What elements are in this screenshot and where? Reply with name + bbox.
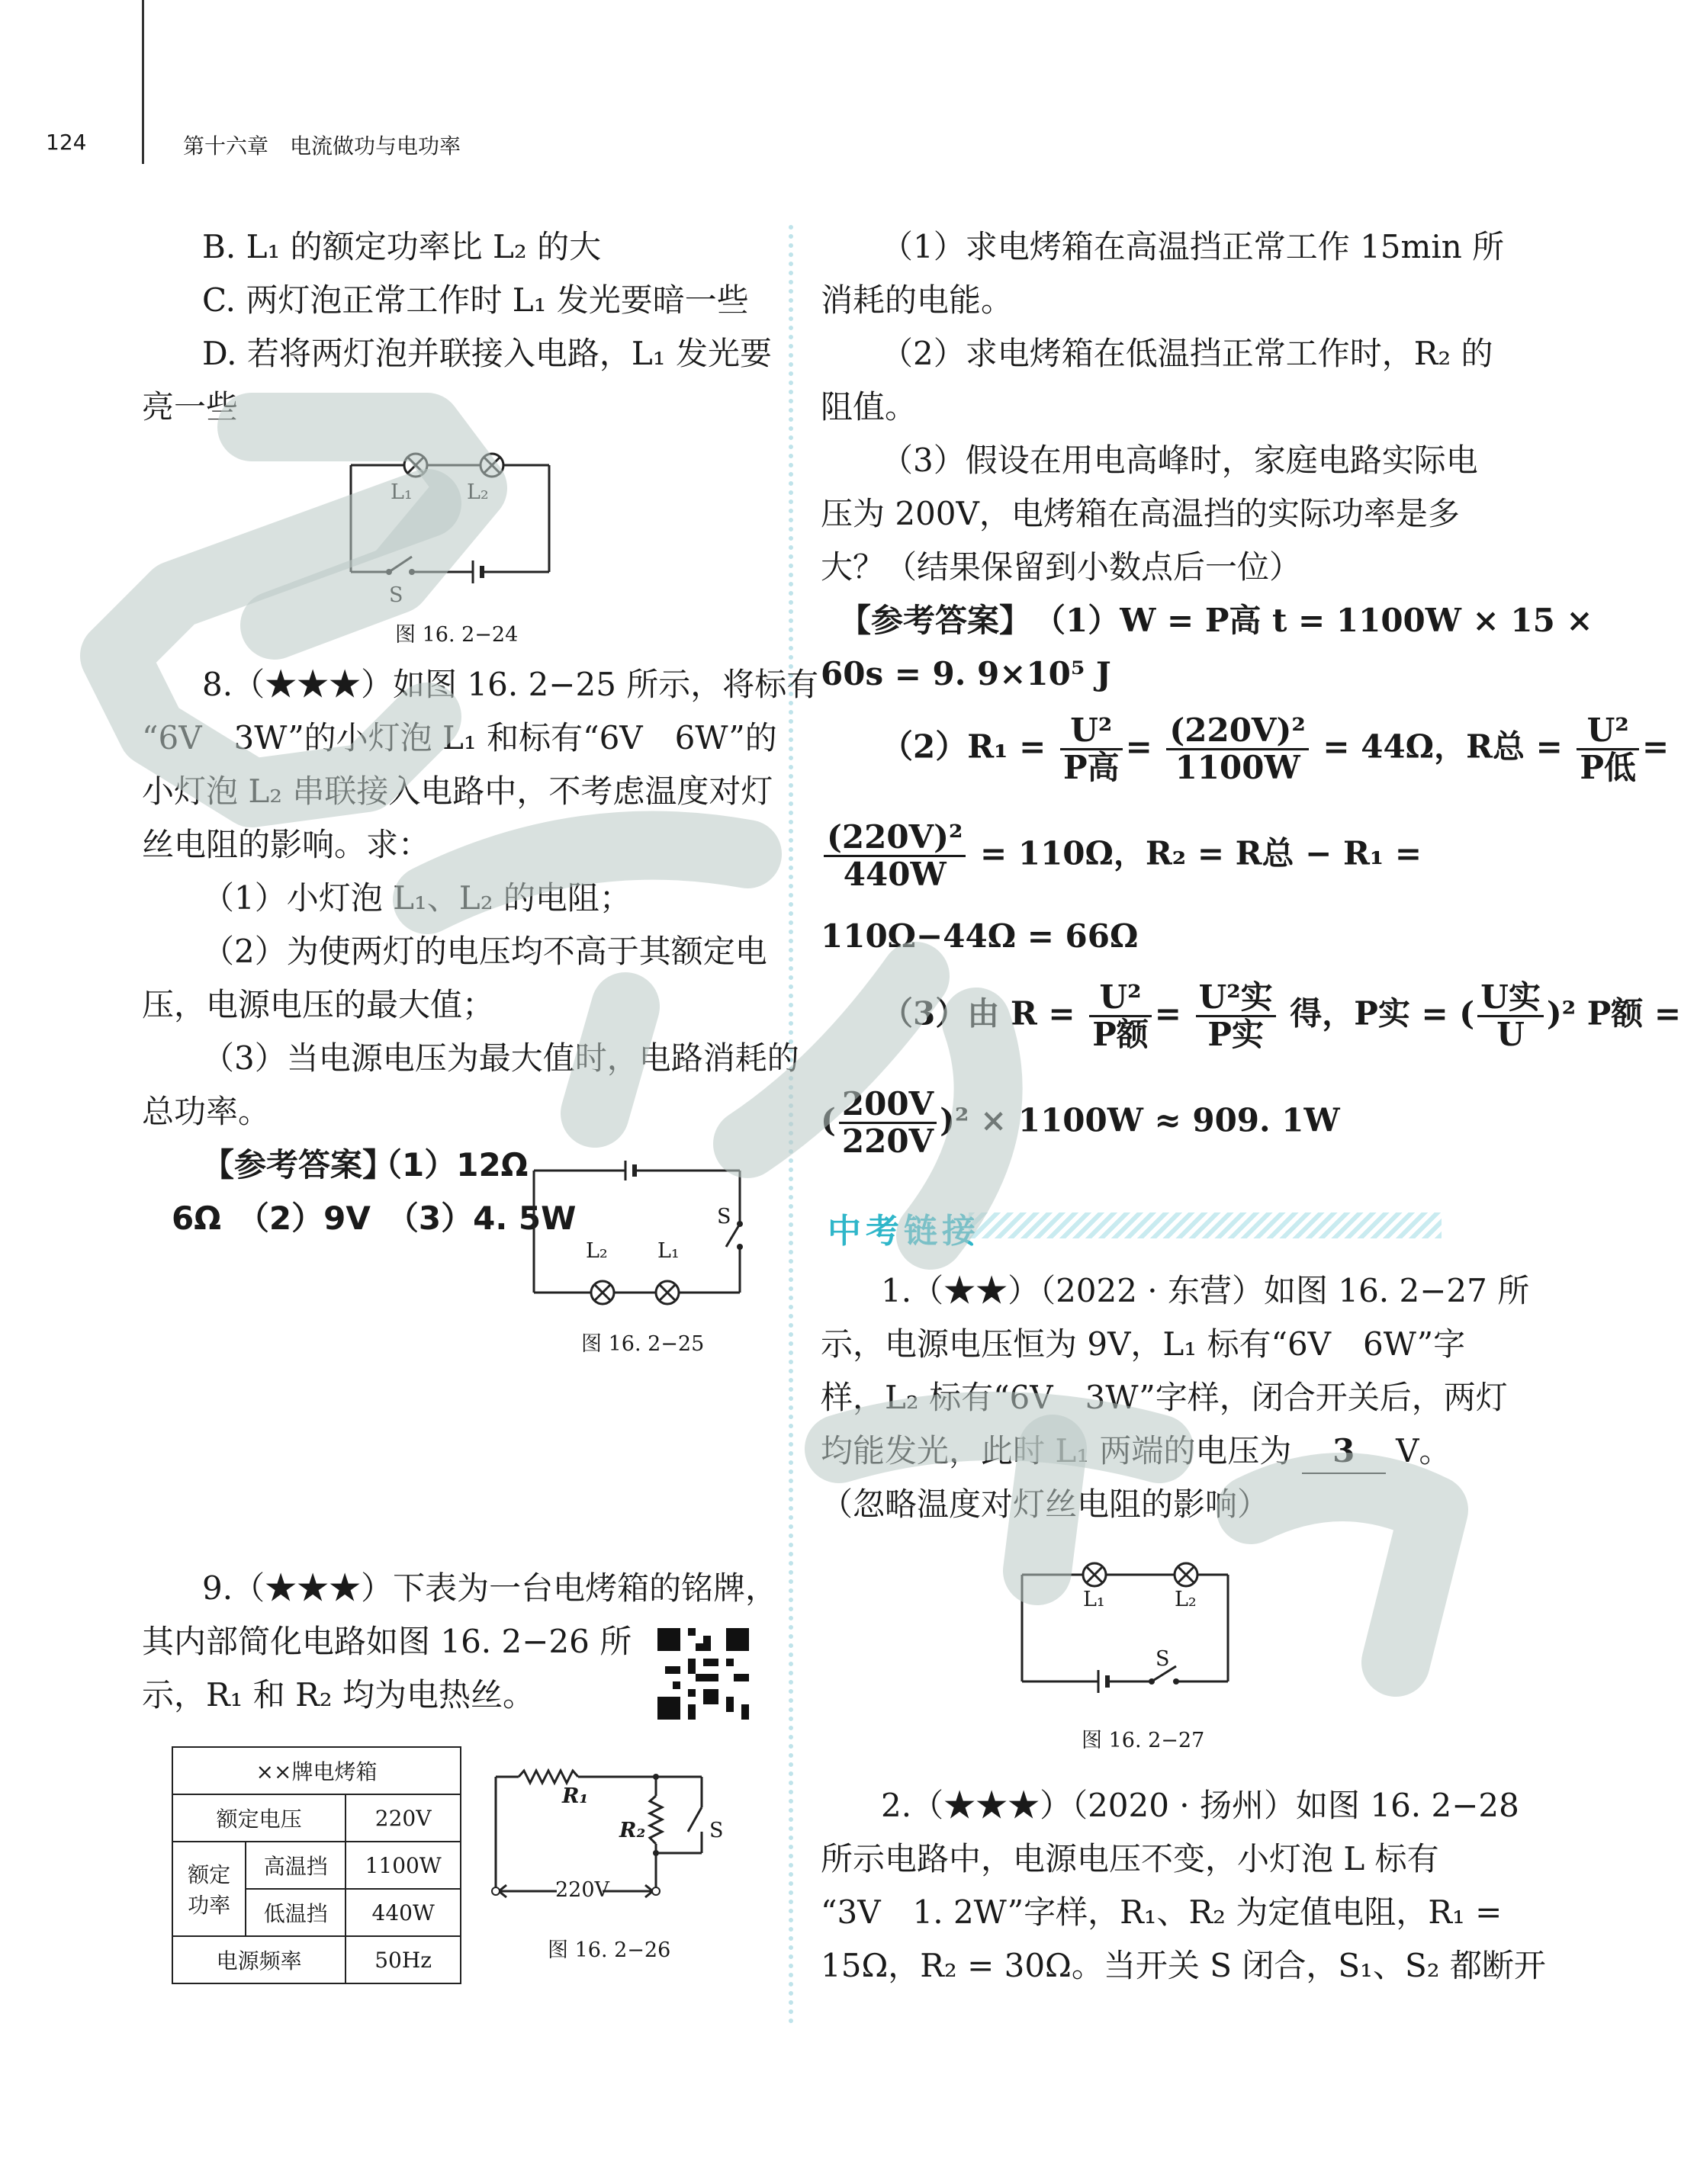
option-b: B. L₁ 的额定功率比 L₂ 的大 xyxy=(202,228,602,265)
fig27-caption: 图 16. 2−27 xyxy=(1082,1729,1205,1752)
low-label: 低温挡 xyxy=(246,1889,346,1936)
section-title: 中考链接 xyxy=(828,1212,980,1251)
circuit-figure-26 xyxy=(488,1762,732,1914)
answer3-line2: ( $\frac{200V}{220V}$ )² × 1100W ≈ 909. 1W xyxy=(821,1085,1340,1160)
fig26-caption: 图 16. 2−26 xyxy=(548,1938,671,1962)
q9-part2-line1: （2）求电烤箱在低温挡正常工作时，R₂ 的 xyxy=(881,335,1493,372)
q9-answer-label: 【参考答案】 xyxy=(839,602,1032,639)
q8-line1: 8.（★★★）如图 16. 2−25 所示，将标有 xyxy=(202,666,819,703)
q8-line5: （1）小灯泡 L₁、L₂ 的电阻； xyxy=(202,879,632,917)
high-label: 高温挡 xyxy=(246,1842,346,1889)
section-stripe xyxy=(969,1212,1442,1238)
nameplate-table xyxy=(172,1746,461,1984)
z1-line4: 均能发光，此时 L₁ 两端的电压为 3 V。 xyxy=(821,1430,1451,1474)
z2-line1: 2.（★★★）（2020 · 扬州）如图 16. 2−28 xyxy=(881,1787,1519,1824)
q8-line2: “6V 3W”的小灯泡 L₁ 和标有“6V 6W”的 xyxy=(142,719,777,756)
z1-line3: 样，L₂ 标有“6V 3W”字样，闭合开关后，两灯 xyxy=(821,1379,1508,1416)
fig25-l1-label: L₁ xyxy=(657,1239,680,1263)
q8-line6: （2）为使两灯的电压均不高于其额定电 xyxy=(202,933,767,970)
q8-line4: 丝电阻的影响。求： xyxy=(142,826,431,863)
rated-power-label: 额定 功率 xyxy=(172,1842,246,1936)
answer2-line1: （2）R₁ = $\frac{\text{U²}}{\text{P高}}$ = $\frac{\text{(220V)²}}{1100W}$ = 44Ω，R总 = $\frac{\text{U²}}{\text{P低}}$ = xyxy=(881,711,1670,786)
q8-line3: 小灯泡 L₂ 串联接入电路中，不考虑温度对灯 xyxy=(142,772,773,810)
q8-answer-2: 6Ω （2）9V （3）4. 5W xyxy=(172,1200,577,1237)
q9-part3-line2: 压为 200V，电烤箱在高温挡的实际功率是多 xyxy=(821,495,1460,532)
q8-line8: （3）当电源电压为最大值时，电路消耗的 xyxy=(202,1039,799,1077)
fig26-voltage-label: 220V xyxy=(555,1878,610,1902)
answer3-line1: （3）由 R = $\frac{\text{U²}}{\text{P额}}$ = $\frac{\text{U²实}}{\text{P实}}$ 得，P实 = ( $\frac{\text{U实}}{U}$ )² P额 = xyxy=(881,978,1681,1053)
fig27-s-label: S xyxy=(1155,1647,1170,1671)
q8-line9: 总功率。 xyxy=(142,1093,271,1130)
freq-label: 电源频率 xyxy=(172,1936,346,1983)
z1-answer-blank[interactable]: 3 xyxy=(1302,1430,1386,1474)
answer1-line2: 60s = 9. 9×10⁵ J xyxy=(821,655,1111,692)
circuit-figure-24 xyxy=(336,442,564,595)
q9-part2-line2: 阻值。 xyxy=(821,388,918,426)
fig25-l2-label: L₂ xyxy=(586,1239,608,1263)
q9-part1-line2: 消耗的电能。 xyxy=(821,281,1014,319)
answer1-line1: （1）W = P高 t = 1100W × 15 × xyxy=(1033,602,1593,639)
option-d-line2: 亮一些 xyxy=(142,388,239,426)
high-value: 1100W xyxy=(346,1842,461,1889)
q9-part3-line1: （3）假设在用电高峰时，家庭电路实际电 xyxy=(881,442,1478,479)
fig26-r2-label: R₂ xyxy=(619,1819,646,1842)
fig26-s-label: S xyxy=(709,1819,724,1842)
circuit-figure-25 xyxy=(526,1151,755,1312)
nameplate-title: ××牌电烤箱 xyxy=(172,1747,461,1794)
z2-line3: “3V 1. 2W”字样，R₁、R₂ 为定值电阻，R₁ = xyxy=(821,1893,1503,1931)
z1-line1: 1.（★★）（2022 · 东营）如图 16. 2−27 所 xyxy=(881,1272,1530,1309)
rated-voltage-label: 额定电压 xyxy=(172,1794,346,1842)
fig25-caption: 图 16. 2−25 xyxy=(581,1332,705,1356)
z1-line5: （忽略温度对灯丝电阻的影响） xyxy=(821,1485,1270,1523)
low-value: 440W xyxy=(346,1889,461,1936)
q9-line3: 示，R₁ 和 R₂ 均为电热丝。 xyxy=(142,1676,535,1713)
z2-line4: 15Ω，R₂ = 30Ω。当开关 S 闭合，S₁、S₂ 都断开 xyxy=(821,1947,1546,1984)
rated-voltage-value: 220V xyxy=(346,1794,461,1842)
column-divider xyxy=(789,225,793,2025)
fig26-r1-label: R₁ xyxy=(562,1784,589,1808)
q9-line1: 9.（★★★）下表为一台电烤箱的铭牌， xyxy=(202,1569,778,1607)
fig27-l1-label: L₁ xyxy=(1083,1588,1105,1611)
fig25-s-label: S xyxy=(717,1205,731,1228)
option-c: C. 两灯泡正常工作时 L₁ 发光要暗一些 xyxy=(202,281,749,319)
z1-line2: 示，电源电压恒为 9V，L₁ 标有“6V 6W”字 xyxy=(821,1325,1466,1363)
fig24-l2-label: L₂ xyxy=(467,480,489,504)
circuit-figure-27 xyxy=(1007,1552,1243,1704)
z2-line2: 所示电路中，电源电压不变，小灯泡 L 标有 xyxy=(821,1840,1439,1877)
q8-line7: 压，电源电压的最大值； xyxy=(142,986,495,1023)
q9-part1-line1: （1）求电烤箱在高温挡正常工作 15min 所 xyxy=(881,228,1505,265)
fig24-caption: 图 16. 2−24 xyxy=(395,623,519,647)
fig24-l1-label: L₁ xyxy=(391,480,413,504)
fig27-l2-label: L₂ xyxy=(1175,1588,1197,1611)
freq-value: 50Hz xyxy=(346,1936,461,1983)
q8-answer-1: （1）12Ω xyxy=(370,1146,529,1184)
qr-code[interactable] xyxy=(657,1628,749,1720)
q9-line2: 其内部简化电路如图 16. 2−26 所 xyxy=(142,1623,632,1660)
option-d-line1: D. 若将两灯泡并联接入电路，L₁ 发光要 xyxy=(202,335,772,372)
fig24-s-label: S xyxy=(389,583,403,607)
answer2-line2: $\frac{\text{(220V)²}}{440W}$ = 110Ω，R₂ = R总 − R₁ = xyxy=(821,820,1422,892)
q8-answer-label: 【参考答案】 xyxy=(202,1146,395,1184)
page-number: 124 xyxy=(46,130,87,155)
header-rule xyxy=(142,0,144,164)
chapter-title: 第十六章 电流做功与电功率 xyxy=(183,133,461,159)
answer2-line3: 110Ω−44Ω = 66Ω xyxy=(821,917,1139,955)
q9-part3-line3: 大？（结果保留到小数点后一位） xyxy=(821,548,1302,586)
